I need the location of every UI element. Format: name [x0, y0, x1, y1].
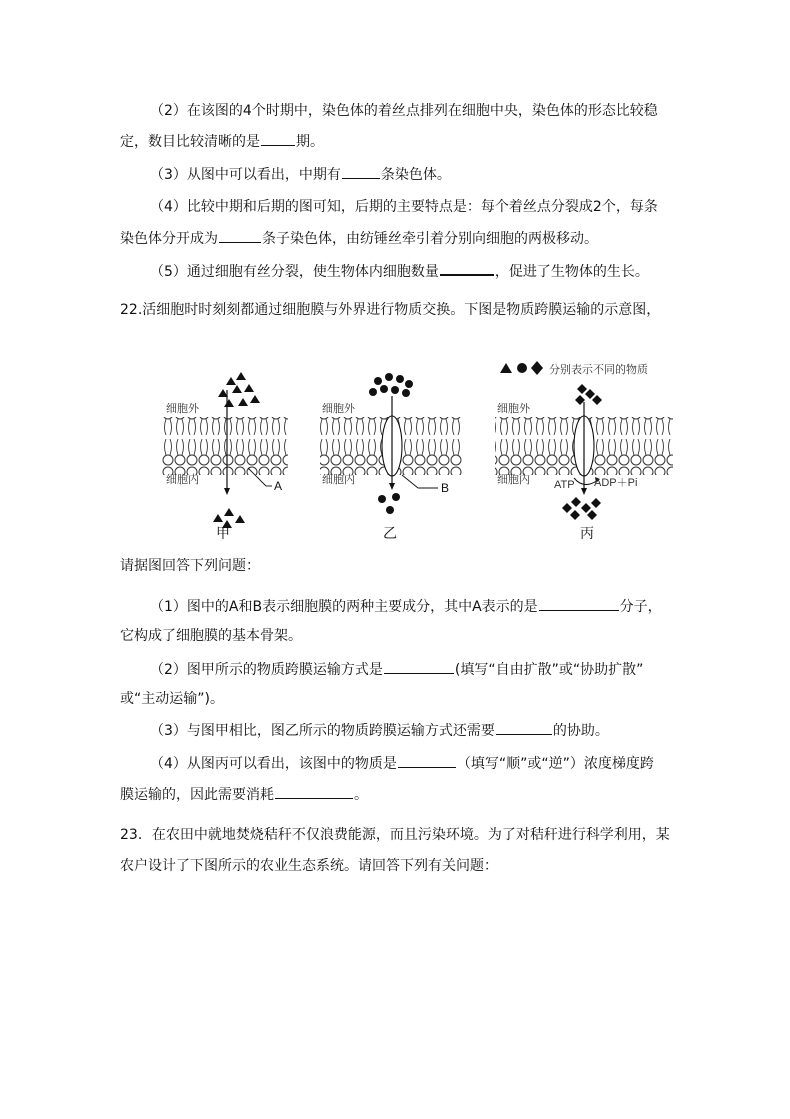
label-a: A — [274, 479, 283, 493]
q22-part3-blank[interactable] — [496, 720, 552, 735]
q21-part3-text: （3）从图中可以看出，中期有 — [150, 167, 341, 183]
diamond-icon — [562, 503, 572, 513]
diamond-icon — [592, 395, 602, 405]
circle-icon — [385, 373, 393, 381]
triangle-icon — [235, 515, 245, 523]
q22-part4-line1 — [150, 753, 654, 774]
q22-part2-blank[interactable] — [384, 659, 454, 674]
q22-part4-text-b: （填写“顺”或“逆”）浓度梯度跨 — [456, 756, 654, 772]
circle-icon — [374, 377, 382, 385]
q21-part4-line2 — [120, 228, 598, 249]
circle-icon — [369, 388, 377, 396]
caption-jia: 甲 — [216, 525, 230, 541]
adp-label: ADP＋Pi — [594, 477, 638, 489]
circle-icon — [517, 363, 527, 373]
q22-part1-text-b: 分子， — [619, 599, 662, 615]
q22-prompt-text: 请据图回答下列问题： — [120, 558, 260, 574]
arrowhead-icon — [581, 488, 587, 495]
legend-text: 分别表示不同的物质 — [549, 364, 648, 376]
diamond-icon — [571, 497, 581, 507]
triangle-icon — [236, 372, 246, 380]
q22-part4-text-d: 。 — [354, 787, 368, 803]
q21-part2-text-c: 期。 — [296, 134, 324, 150]
q21-part5-line — [150, 260, 649, 282]
diamond-icon — [585, 389, 595, 399]
inside-label-yi: 细胞内 — [322, 474, 355, 486]
q21-part5-text-b: ，促进了生物体的生长。 — [494, 264, 649, 280]
inside-label-bing: 细胞内 — [497, 474, 530, 486]
diamond-icon — [581, 503, 591, 513]
diamond-icon — [591, 498, 601, 508]
q22-part2-line2 — [120, 689, 224, 709]
triangle-icon — [238, 398, 248, 406]
panel-jia — [162, 372, 288, 541]
triangle-icon — [244, 384, 254, 392]
triangle-icon — [250, 395, 260, 403]
q21-part3-blank[interactable] — [342, 164, 380, 179]
outside-label-jia: 细胞外 — [166, 403, 199, 415]
diamond-icon — [570, 510, 580, 520]
q22-intro-text: 22.活细胞时时刻刻都通过细胞膜与外界进行物质交换。下图是物质跨膜运输的示意图， — [120, 302, 661, 318]
legend — [500, 361, 648, 376]
inside-label-jia: 细胞内 — [166, 474, 199, 486]
q22-part2-text: （2）图甲所示的物质跨膜运输方式是 — [150, 662, 383, 678]
triangle-icon — [232, 385, 242, 393]
triangle-icon — [224, 399, 234, 407]
q22-part1-line1 — [150, 596, 662, 617]
q21-part2-text: （2）在该图的4个时期中，染色体的着丝点排列在细胞中央，染色体的形态比较稳 — [150, 103, 658, 119]
circle-icon — [402, 389, 410, 397]
diamond-icon — [587, 510, 597, 520]
q22-prompt — [120, 556, 260, 576]
q22-part3-line — [150, 720, 609, 741]
q22-part4-line2 — [120, 784, 368, 805]
q22-part3-text-b: 的协助。 — [552, 723, 609, 739]
q22-part1-blank[interactable] — [539, 596, 619, 611]
atp-label: ATP — [554, 479, 575, 491]
q21-part4-text-c: 条子染色体，由纺锤丝牵引着分别向细胞的两极移动。 — [262, 231, 598, 247]
q21-part2-line1 — [150, 101, 658, 121]
q21-part2-line2 — [120, 131, 324, 152]
arrowhead-icon — [224, 488, 230, 495]
q21-part5-blank[interactable] — [440, 260, 494, 276]
q23-text-1: 23．在农田中就地焚烧秸秆不仅浪费能源，而且污染环境。为了对秸秆进行科学利用，某 — [120, 827, 670, 843]
label-b: B — [441, 481, 450, 495]
q23-line2 — [120, 856, 498, 876]
q21-part3-text-b: 条染色体。 — [380, 167, 451, 183]
q22-part2-text-c: 或“主动运输”)。 — [120, 691, 224, 707]
membrane-transport-figure — [150, 350, 690, 550]
circle-icon — [380, 385, 388, 393]
q21-part2-text-b: 定，数目比较清晰的是 — [120, 134, 260, 150]
q22-intro — [120, 300, 660, 320]
q21-part4-blank[interactable] — [219, 228, 261, 243]
q22-part2-text-b: (填写“自由扩散”或“协助扩散” — [454, 662, 644, 678]
outside-label-bing: 细胞外 — [497, 403, 530, 415]
q22-part3-text: （3）与图甲相比，图乙所示的物质跨膜运输方式还需要 — [150, 723, 495, 739]
q22-part1-line2 — [120, 626, 302, 646]
triangle-icon — [500, 363, 512, 373]
q21-part4-line1 — [150, 197, 658, 217]
q22-part4-text-c: 膜运输的，因此需要消耗 — [120, 787, 274, 803]
q22-part4-blank-1[interactable] — [398, 753, 456, 768]
circle-icon — [396, 375, 404, 383]
q22-part2-line1 — [150, 659, 643, 680]
q22-part4-blank-2[interactable] — [275, 784, 353, 799]
panel-yi — [320, 373, 462, 541]
q22-part1-text-c: 它构成了细胞膜的基本骨架。 — [120, 628, 302, 644]
caption-yi: 乙 — [383, 525, 397, 541]
circle-icon — [378, 495, 386, 503]
q23-text-2: 农户设计了下图所示的农业生态系统。请回答下列有关问题： — [120, 858, 498, 874]
triangle-icon — [213, 514, 223, 522]
q21-part4-text: （4）比较中期和后期的图可知，后期的主要特点是：每个着丝点分裂成2个，每条 — [150, 199, 658, 215]
circle-icon — [386, 506, 394, 514]
arrowhead-icon — [389, 483, 395, 490]
q23-line1 — [120, 825, 670, 845]
q21-part5-text: （5）通过细胞有丝分裂，使生物体内细胞数量 — [150, 264, 439, 280]
q21-part3-line — [150, 164, 451, 185]
q22-part4-text: （4）从图丙可以看出，该图中的物质是 — [150, 756, 397, 772]
diamond-icon — [577, 384, 587, 394]
circle-icon — [405, 380, 413, 388]
q22-part1-text: （1）图中的A和B表示细胞膜的两种主要成分，其中A表示的是 — [150, 599, 538, 615]
membrane-bilayer-jia — [162, 417, 288, 475]
q21-part4-text-b: 染色体分开成为 — [120, 231, 218, 247]
leader-line-b — [402, 475, 418, 488]
diamond-icon — [531, 361, 543, 375]
outside-label-yi: 细胞外 — [322, 403, 355, 415]
caption-bing: 丙 — [580, 525, 594, 541]
circle-icon — [392, 493, 400, 501]
q21-part2-blank[interactable] — [261, 131, 295, 146]
panel-bing — [495, 384, 673, 541]
circle-icon — [391, 386, 399, 394]
triangle-icon — [226, 377, 236, 385]
triangle-icon — [224, 508, 234, 516]
